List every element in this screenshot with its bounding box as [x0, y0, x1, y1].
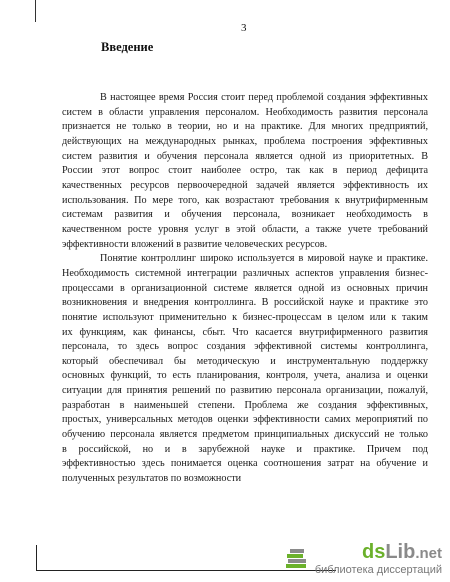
text-line: эффективностью здесь понимается оценка соотношения затрат на обучение и [62, 458, 428, 470]
body-text [62, 91, 428, 487]
text-line: России этот вопрос стоит наиболее остро, так как в период дефицита [62, 165, 428, 177]
text-line: признается не только в теории, но и на практике. Для многих предприятий, [62, 121, 428, 133]
text-line: полученных результатов по возможности [62, 473, 242, 485]
frame-line-top [35, 0, 36, 22]
text-line: Необходимость системной интеграции различных аспектов управления бизнес- [62, 267, 428, 279]
text-line: процессами в организационной системе является одной из основных причин [62, 282, 428, 294]
text-line: системам развития и обучения персонала, возникает необходимость в [62, 209, 428, 221]
watermark-subtitle: библиотека диссертаций [314, 564, 442, 576]
text-line: Понятие контроллинг широко используется в мировой науке и практике. [100, 253, 428, 265]
text-line: основных функций, то есть планирования, контроля, учета, анализа и оценки [62, 370, 428, 382]
text-line: В настоящее время Россия стоит перед проблемой создания эффективных [100, 92, 428, 103]
text-line: использования. По мере того, как возрастают требования к внутрифирменным [62, 194, 428, 206]
text-line: персонала, то здесь вопрос создания эффективной системы контроллинга, [62, 341, 428, 353]
logo-ds: ds [361, 541, 386, 563]
text-line: эффективности вложений в развитие человеческих ресурсов. [62, 238, 328, 250]
text-line: действующих на международных рынках, проблема построения эффективных [62, 135, 428, 147]
page-number: 3 [241, 22, 247, 34]
text-line: возникновения и внедрения контроллинга. В российской науке и практике это [62, 297, 428, 309]
text-line: обучению персонала является предметом принципиальных дискуссий не только [62, 429, 428, 441]
text-line: систем развития и обучения персонала является одной из приоритетных. В [62, 150, 428, 162]
dslib-watermark [282, 542, 442, 576]
text-line: понятие используют применительно к бизнес-процессам в целом или к таким [62, 311, 428, 323]
text-line: в российской, но и в зарубежной науке и практике. Причем под [62, 443, 428, 455]
text-line: систем в области управления персоналом. Необходимость развития персонала [62, 106, 428, 118]
frame-line-left [36, 545, 37, 570]
text-line: разработан в наименьшей степени. Проблема же создания эффективных, [62, 399, 428, 411]
text-line: качественных ресурсов первоочередной задачей является эффективность их [62, 179, 428, 191]
text-line: их функциям, как финансы, сбыт. Что касается внутрифирменного развития [62, 326, 428, 338]
text-line: простых, универсальных методов оценки эффективности самих мероприятий по [62, 414, 428, 426]
logo-net: .net [415, 545, 442, 562]
logo-lib: Lib [385, 541, 416, 563]
book-stack-icon [282, 544, 312, 574]
text-line: который обеспечивал бы методическую и инструментальную поддержку [62, 355, 428, 367]
text-line: качественном росте уровня услуг в этой области, а также учете требований [62, 223, 428, 235]
dslib-logo [362, 542, 442, 564]
section-heading: Введение [101, 40, 154, 54]
watermark-text [315, 542, 442, 576]
text-line: ситуации для принятия решений по развитию персонала организации, пожалуй, [62, 385, 428, 397]
